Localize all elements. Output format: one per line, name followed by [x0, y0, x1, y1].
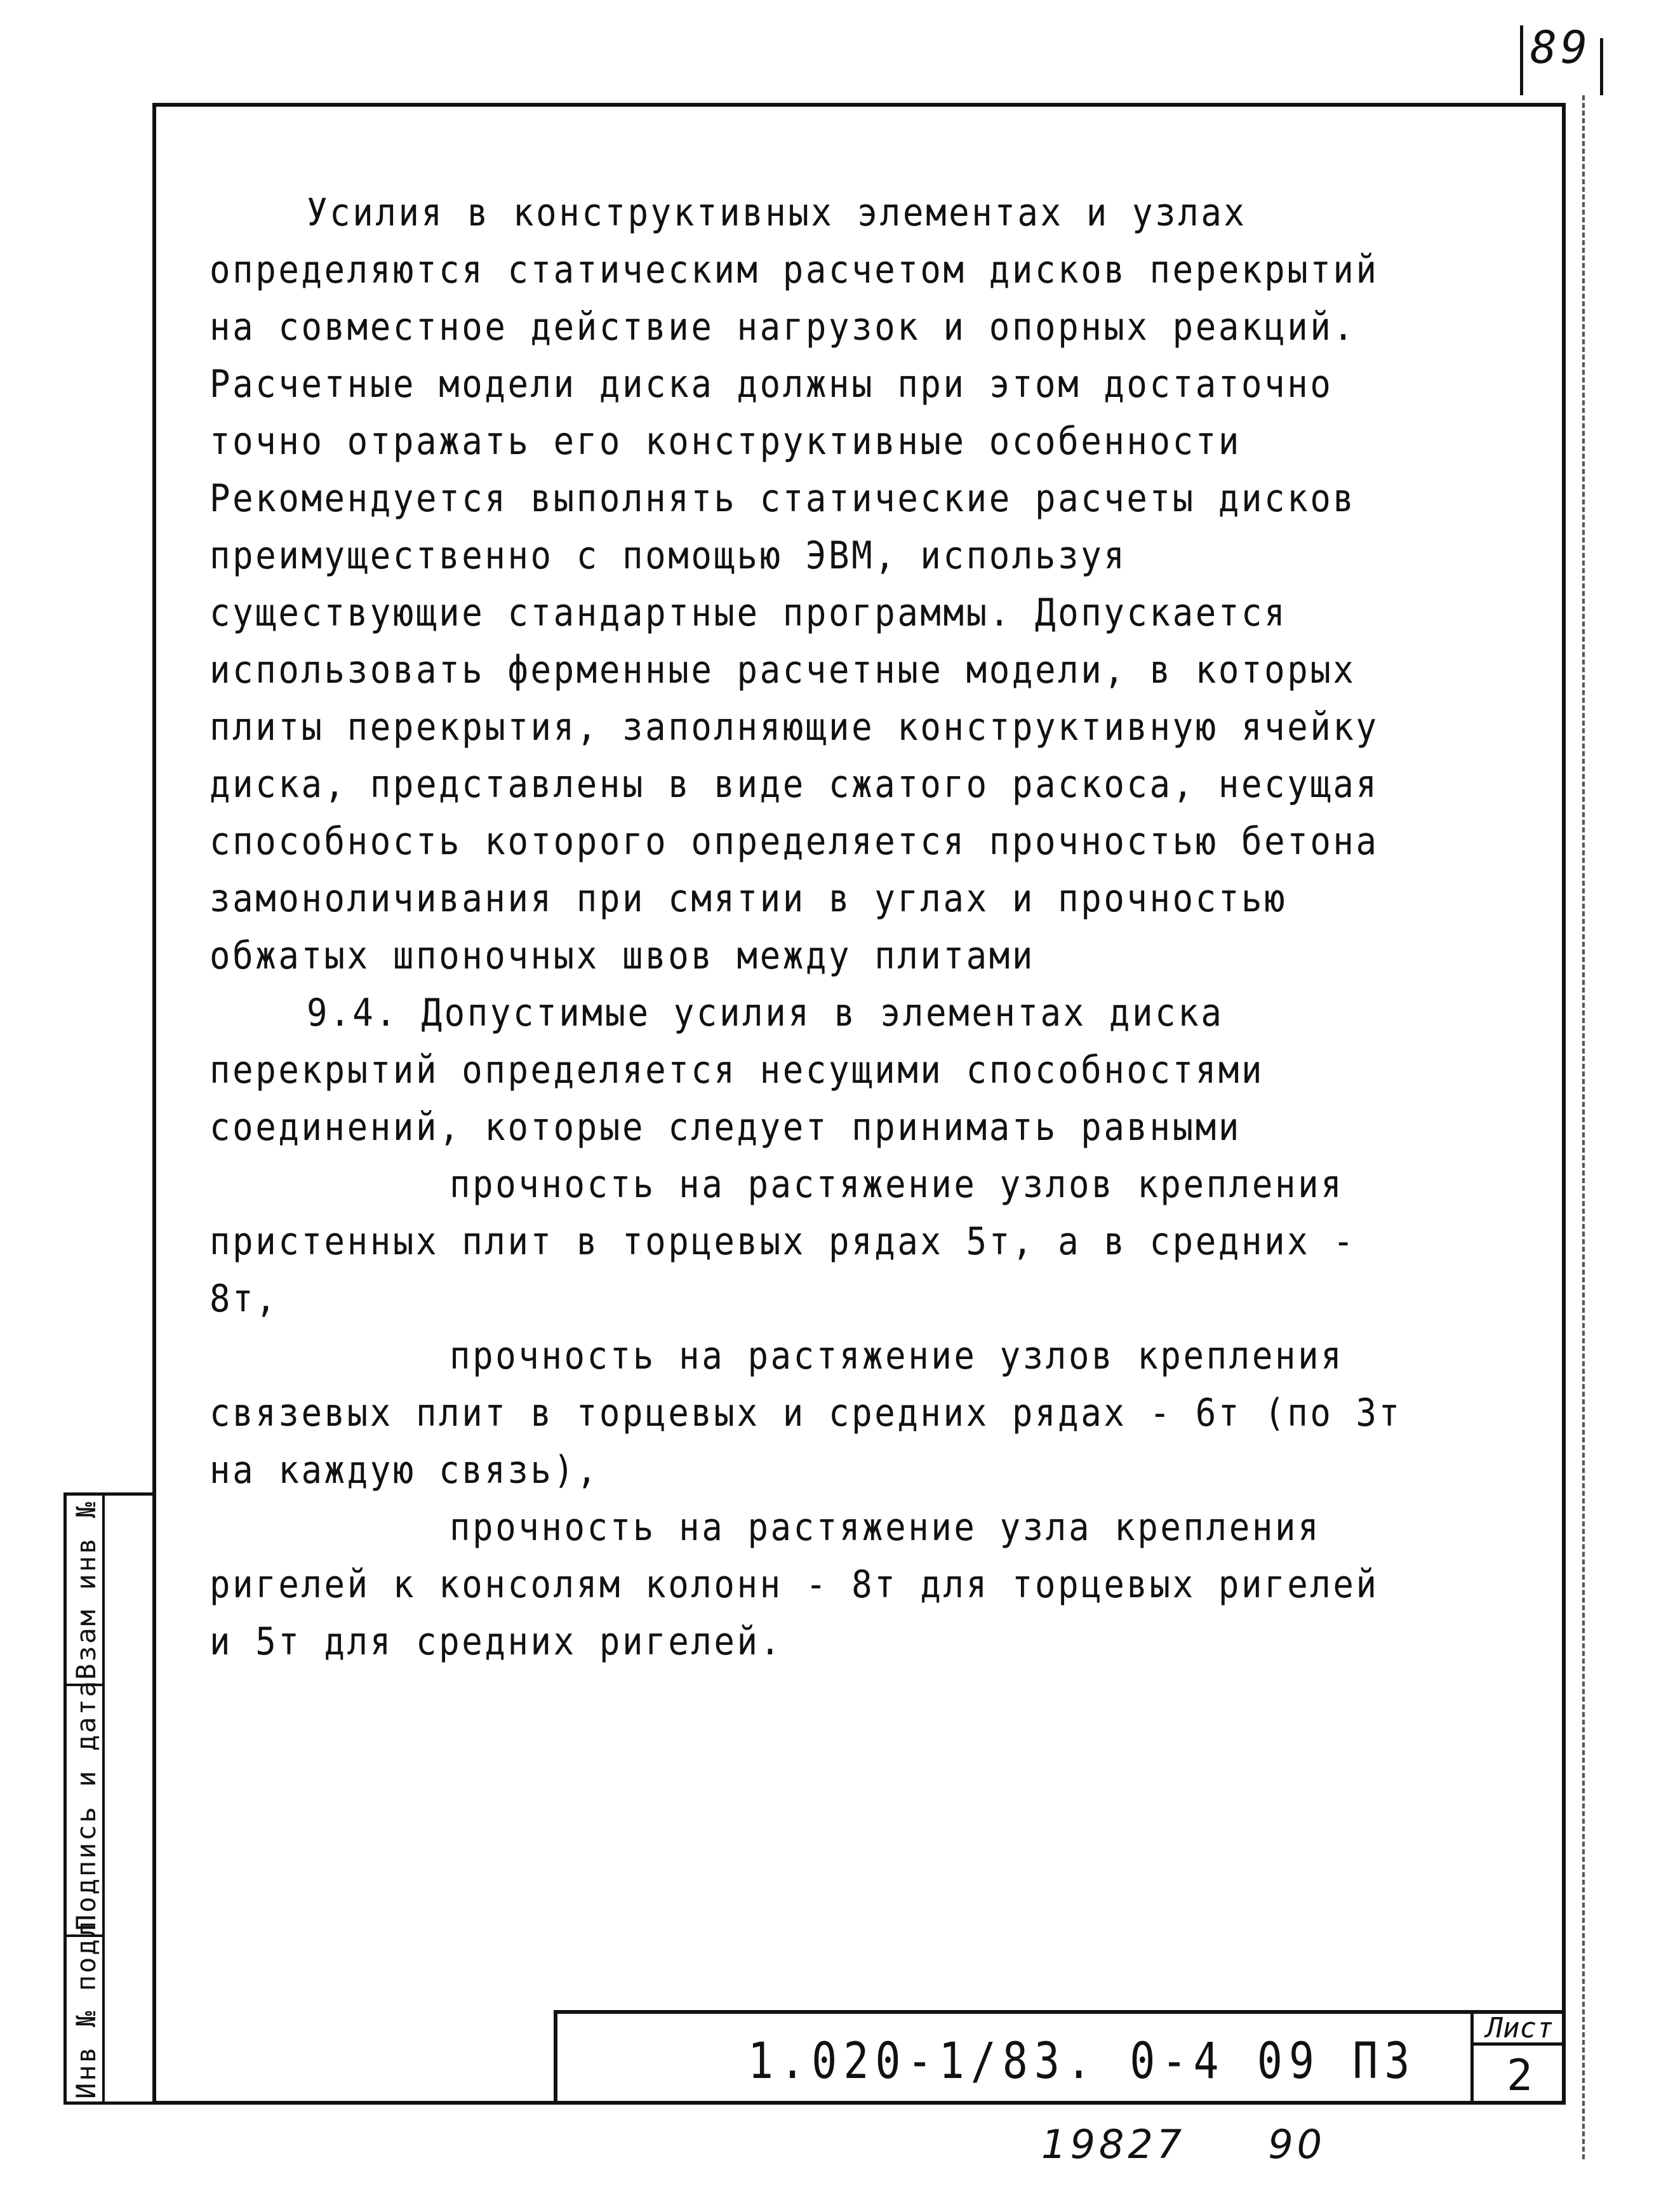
- paragraph-tie-slabs: прочность на растяжение узлов крепления связевых плит в торцевых и средних рядах - 6т (по 3т на каждую связь),: [210, 1334, 1402, 1492]
- page-number: 89: [1530, 22, 1592, 74]
- side-stamp: [63, 1492, 156, 2105]
- title-block: [554, 2010, 1566, 2105]
- replacement-inventory-label: Взам инв №: [70, 1500, 102, 1680]
- page-number-divider-left: [1520, 25, 1523, 95]
- sheet-number: 2: [1507, 2051, 1533, 2101]
- paragraph-statics: Усилия в конструктивных элементах и узлах определяются статическим расчетом дисков перекрытий на совместное действие нагрузок и опорных реакций. Расчетные модели диска должны при этом достаточно точно отражать его конструктивные особенности Рекомендуется выполнять статические расчеты дисков преимущественно с помощью ЭВМ, используя существующие стандартные программы. Допускается использовать ферменные расчетные модели, в которых плиты перекрытия, заполняющие конструктивную ячейку диска, представлены в виде сжатого раскоса, несущая способность которого определяется прочностью бетона замоноличивания при смятии в углах и прочностью обжатых шпоночных швов между плитами: [210, 191, 1379, 978]
- page-number-divider-right: [1600, 38, 1603, 95]
- side-stamp-cell-signature: [67, 1679, 102, 1937]
- document-code: 1.020-1/83. 0-4 09 ПЗ: [748, 2033, 1417, 2090]
- signature-date-label: Подпись и дата: [70, 1679, 102, 1931]
- inventory-number-suffix: 90: [1268, 2121, 1326, 2168]
- sheet-box: [1470, 2014, 1566, 2105]
- sheet-edge: [1582, 95, 1587, 2159]
- sheet-label: Лист: [1474, 2014, 1566, 2046]
- paragraph-crossbars: прочность на растяжение узла крепления ригелей к консолям колонн - 8т для торцевых ригелей и 5т для средних ригелей.: [210, 1505, 1379, 1664]
- paragraph-wall-slabs: прочность на растяжение узлов крепления пристенных плит в торцевых рядах 5т, а в средних - 8т,: [210, 1162, 1356, 1321]
- side-stamp-cell-replacement: [67, 1496, 102, 1686]
- document-body: [210, 184, 1404, 1670]
- side-stamp-cell-original: [67, 1919, 102, 2108]
- inventory-number-main: 19827: [1041, 2121, 1186, 2168]
- side-stamp-label-column: [67, 1496, 105, 2101]
- original-inventory-label: Инв № подл: [70, 1919, 102, 2099]
- inventory-number: [1041, 2121, 1326, 2168]
- paragraph-9-4: 9.4. Допустимые усилия в элементах диска перекрытий определяется несущими способностями соединений, которые следует принимать равными: [210, 991, 1265, 1150]
